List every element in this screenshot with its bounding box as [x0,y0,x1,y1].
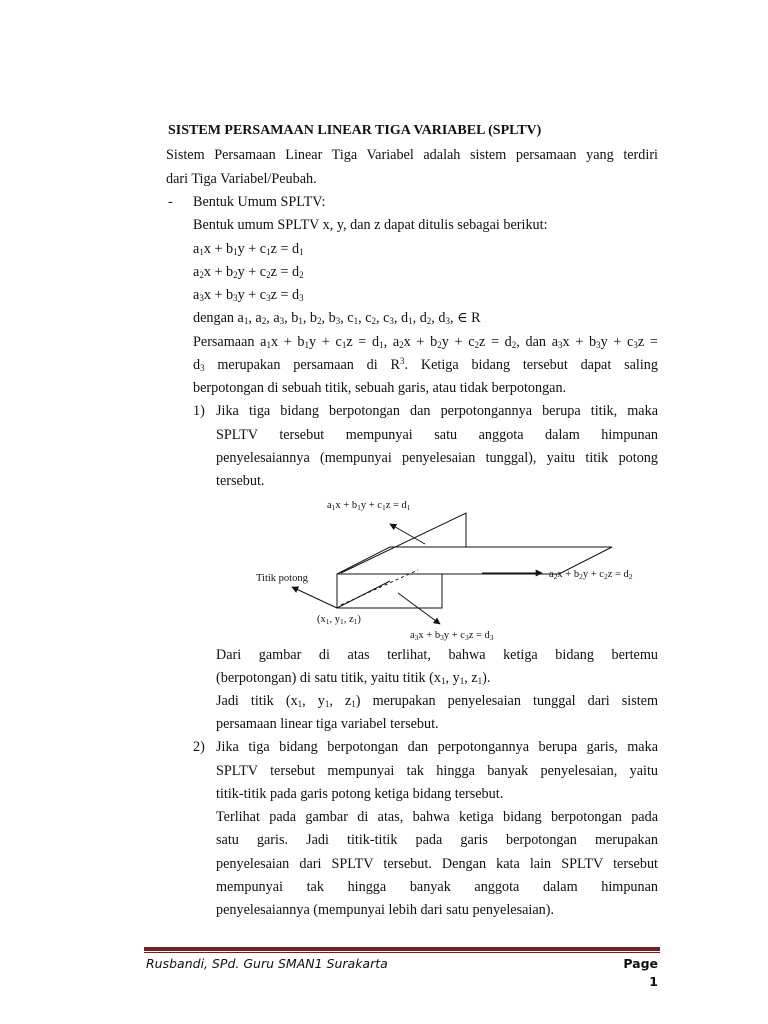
intro-line-1: Sistem Persamaan Linear Tiga Variabel adalah sistem persamaan yang terdiri [166,147,658,163]
item-1-line-2: SPLTV tersebut mempunyai satu anggota dalam himpunan [216,427,658,443]
footer-rule-thin [144,952,660,953]
item-1-line-3: penyelesaiannya (mempunyai penyelesaian tunggal), yaitu titik potong [216,450,658,466]
persamaan-line-1: Persamaan $a_1x + b_1y + c_1z = d_1$, $a_2x + b_2y + c_2z = d_2$, dan $a_3x + b_3y + c_3z$ = [193,334,658,350]
dengan-line: dengan $a_1$, $a_2$, $a_3$, $b_1$, $b_2$, $b_3$, $c_1$, $c_2$, $c_3$, $d_1$, $d_2$, $d_3$, ∈ R [193,310,481,326]
plane-3-box [337,574,442,608]
figure-point-label: Titik potong [256,573,308,584]
persamaan-line-3: berpotongan di sebuah titik, sebuah garis, atau tidak berpotongan. [193,380,567,396]
item-2-line-8: penyelesaiannya (mempunyai lebih dari satu penyelesaian). [216,902,555,918]
intro-line-2: dari Tiga Variabel/Peubah. [166,171,317,187]
plane-1-outline [341,513,466,573]
item-1-line-4: tersebut. [216,473,265,489]
figure-coord-label: ($x_1$, $y_1$, $z_1$) [317,614,361,626]
figure-eq-3: $a_3x + b_3y + c_3z = d_3$ [410,630,494,642]
figure-eq-1: $a_1x + b_1y + c_1z = d_1$ [327,500,411,512]
footer-rule-thick [144,947,660,951]
persamaan-line-2: $d_3$ merupakan persamaan di $R^3$. Ketiga bidang tersebut dapat saling [193,356,658,373]
item-2-line-2: SPLTV tersebut mempunyai tak hingga banyak penyelesaian, yaitu [216,763,658,779]
after-fig-line-1: Dari gambar di atas terlihat, bahwa ketiga bidang bertemu [216,647,658,663]
after-fig-line-4: persamaan linear tiga variabel tersebut. [216,716,439,732]
footer-author: Rusbandi, SPd. Guru SMAN1 Surakarta [146,956,388,971]
item-2-line-1: Jika tiga bidang berpotongan dan perpotongannya berupa garis, maka [216,739,658,755]
item-1-number: 1) [193,403,205,419]
item-2-line-6: penyelesaian dari SPLTV tersebut. Dengan kata lain SPLTV tersebut [216,856,658,872]
item-2-line-3: titik-titik pada garis potong ketiga bidang tersebut. [216,786,504,802]
arrow-point [292,587,337,608]
item-1-line-1: Jika tiga bidang berpotongan dan perpotongannya berupa titik, maka [216,403,658,419]
after-fig-line-2: (berpotongan) di satu titik, yaitu titik ($x_1$, $y_1$, $z_1$). [216,670,491,686]
item-2-line-7: mempunyai tak hingga banyak anggota dalam himpunan [216,879,658,895]
section-heading: Bentuk Umum SPLTV: [193,194,326,210]
footer-page-number: Page 1 [623,956,658,989]
section-bullet: - [168,194,173,210]
equation-1: $a_1x + b_1y + c_1z = d_1$ [193,241,304,257]
item-2-number: 2) [193,739,205,755]
planes-intersection-figure [240,492,680,647]
after-fig-line-3: Jadi titik ($x_1$, $y_1$, $z_1$) merupakan penyelesaian tunggal dari sistem [216,693,658,709]
figure-eq-2: $a_2x + b_2y + c_2z = d_2$ [549,569,633,581]
item-2-line-4: Terlihat pada gambar di atas, bahwa ketiga bidang berpotongan pada [216,809,658,825]
page-title: SISTEM PERSAMAAN LINEAR TIGA VARIABEL (SPLTV) [168,123,542,138]
equation-3: $a_3x + b_3y + c_3z = d_3$ [193,287,304,303]
equation-2: $a_2x + b_2y + c_2z = d_2$ [193,264,304,280]
bentuk-umum-text: Bentuk umum SPLTV x, y, dan z dapat ditulis sebagai berikut: [193,217,548,233]
item-2-line-5: satu garis. Jadi titik-titik pada garis berpotongan merupakan [216,832,658,848]
